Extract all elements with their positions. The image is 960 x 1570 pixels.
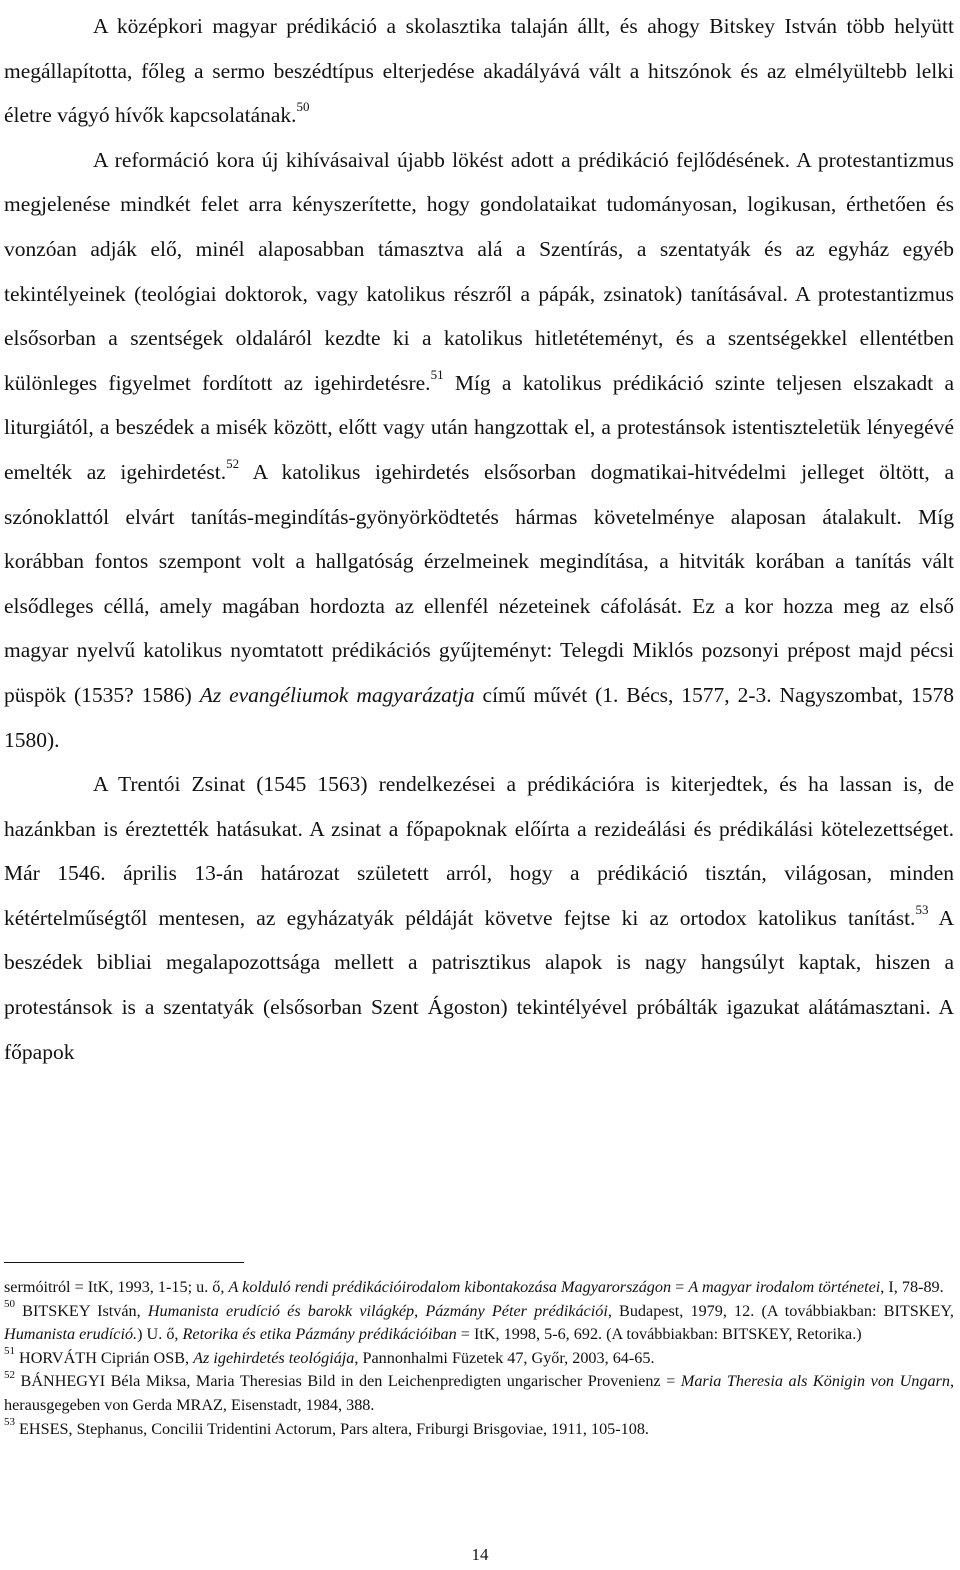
cited-title: A magyar irodalom történetei — [688, 1278, 881, 1296]
text-span: A katolikus igehirdetés elsősorban dogmatikai-hitvédelmi jelleget öltött, a szónoklattól elvárt tanítás-megindítás-gyönyörködtetés hármas követelménye alaposan átalakult. Míg korábban fontos szempont volt a hallgatóság érzelmeinek megindítása, a hitviták korában a tanítás vált elsődleges céllá, amely magában hordozta az ellenfél nézeteinek cáfolását. Ez a kor hozza meg az első magyar nyelvű katolikus nyomtatott prédikációs gyűjteményt: Telegdi Miklós pozsonyi prépost majd pécsi püspök (1535? 1586) — [4, 459, 954, 707]
text-span: HORVÁTH Ciprián OSB, — [15, 1348, 194, 1367]
paragraph-1 — [4, 4, 954, 138]
footnote-number: 53 — [4, 1416, 15, 1429]
footnote-ref-53: 53 — [915, 901, 929, 917]
footnote-number: 51 — [4, 1345, 15, 1358]
text-span: című művét (1. Bécs, 1577, 2-3. Nagyszombat, 1578 1580). — [4, 682, 955, 752]
cited-title: A kolduló rendi prédikációirodalom kibontakozása Magyarországon — [228, 1278, 672, 1296]
main-text — [4, 4, 954, 1074]
text-span: ) U. ő, — [137, 1325, 183, 1344]
text-span: EHSES, Stephanus, Concilii Tridentini Actorum, Pars altera, Friburgi Brisgoviae, 1911, 105-108. — [15, 1419, 649, 1438]
footnote-53 — [4, 1418, 954, 1442]
text-span: BITSKEY István, — [15, 1301, 148, 1320]
text-span: A beszédek bibliai megalapozottsága mellett a patrisztikus alapok is nagy hangsúlyt kaptak, hiszen a protestánsok is a szentatyák (elsősorban Szent Ágoston) tekintélyével próbálták igazukat alátámasztani. A főpapok — [4, 905, 954, 1064]
text-span: BÁNHEGYI Béla Miksa, Maria Theresias Bild in den Leichenpredigten ungarischer Provenienz = — [15, 1372, 681, 1391]
footnote-50 — [4, 1300, 954, 1347]
text-span: A reformáció kora új kihívásaival újabb lökést adott a prédikáció fejlődésének. A protestantizmus megjelenése mindkét felet arra kényszerítette, hogy gondolataikat tudományosan, logikusan, érthetően és vonzóan adják elő, minél alaposabban támasztva alá a Szentírás, a szentatyák és az egyház egyéb tekintélyeinek (teológiai doktorok, vagy katolikus részről a pápák, zsinatok) tanításával. A protestantizmus elsősorban a szentségek oldaláról kezdte ki a katolikus hitletéteményt, és a szentségekkel ellentétben különleges figyelmet fordított az igehirdetésre. — [4, 147, 954, 395]
footnote-continuation — [4, 1276, 954, 1300]
text-span: , I, 78-89. — [880, 1278, 944, 1296]
footnote-ref-51: 51 — [430, 366, 444, 382]
footnote-number: 52 — [4, 1368, 15, 1381]
page-number: 14 — [471, 1545, 489, 1564]
cited-title: Maria Theresia als Königin von Ungarn — [680, 1372, 950, 1391]
text-span: sermóitról = ItK, 1993, 1-15; u. ő, — [4, 1278, 229, 1296]
paragraph-2 — [4, 138, 954, 762]
text-span: , herausgegeben von Gerda MRAZ, Eisenstadt, 1984, 388. — [4, 1372, 954, 1414]
footnote-51 — [4, 1347, 954, 1371]
footnote-ref-52: 52 — [226, 455, 240, 471]
paragraph-3 — [4, 762, 954, 1074]
footnote-52 — [4, 1370, 954, 1417]
text-span: A Trentói Zsinat (1545 1563) rendelkezései a prédikációra is kiterjedtek, és ha lassan is, de hazánkban is éreztették hatásukat. A zsinat a főpapoknak előírta a rezideálási és prédikálási kötelezettséget. Már 1546. április 13-án határozat született arról, hogy a prédikáció tisztán, világosan, minden kétértelműségtől mentesen, az egyházatyák példáját követve fejtse ki az ortodox katolikus tanítást. — [4, 772, 954, 930]
text-span: = ItK, 1998, 5-6, 692. (A továbbiakban: BITSKEY, Retorika.) — [456, 1325, 862, 1344]
footnote-number: 50 — [4, 1298, 15, 1311]
cited-title: Humanista erudíció. — [4, 1325, 138, 1344]
text-span: , Pannonhalmi Füzetek 47, Győr, 2003, 64-65. — [354, 1348, 655, 1367]
text-span: A középkori magyar prédikáció a skolasztika talaján állt, és ahogy Bitskey István több helyütt megállapította, főleg a sermo beszédtípus elterjedése akadályává vált a hitszónok és az elmélyültebb lelki életre vágyó hívők kapcsolatának. — [4, 14, 954, 128]
footnote-separator — [4, 1262, 244, 1263]
text-span: Míg a katolikus prédikáció szinte teljesen elszakadt a liturgiától, a beszédek a misék között, előtt vagy után hangzottak el, a protestánsok istentiszteletük lényegévé emelték az igehirdetést. — [4, 370, 954, 484]
book-title: Az evangéliumok magyarázatja — [199, 682, 475, 707]
text-span: , Budapest, 1979, 12. (A továbbiakban: BITSKEY, — [607, 1301, 954, 1320]
footnote-ref-50: 50 — [296, 99, 310, 115]
footnotes — [4, 1276, 954, 1441]
cited-title: Az igehirdetés teológiája — [193, 1348, 355, 1367]
text-span: = — [671, 1278, 689, 1296]
cited-title: Retorika és etika Pázmány prédikációiban — [182, 1325, 457, 1344]
cited-title: Humanista erudíció és barokk világkép, Pázmány Péter prédikációi — [147, 1301, 608, 1320]
